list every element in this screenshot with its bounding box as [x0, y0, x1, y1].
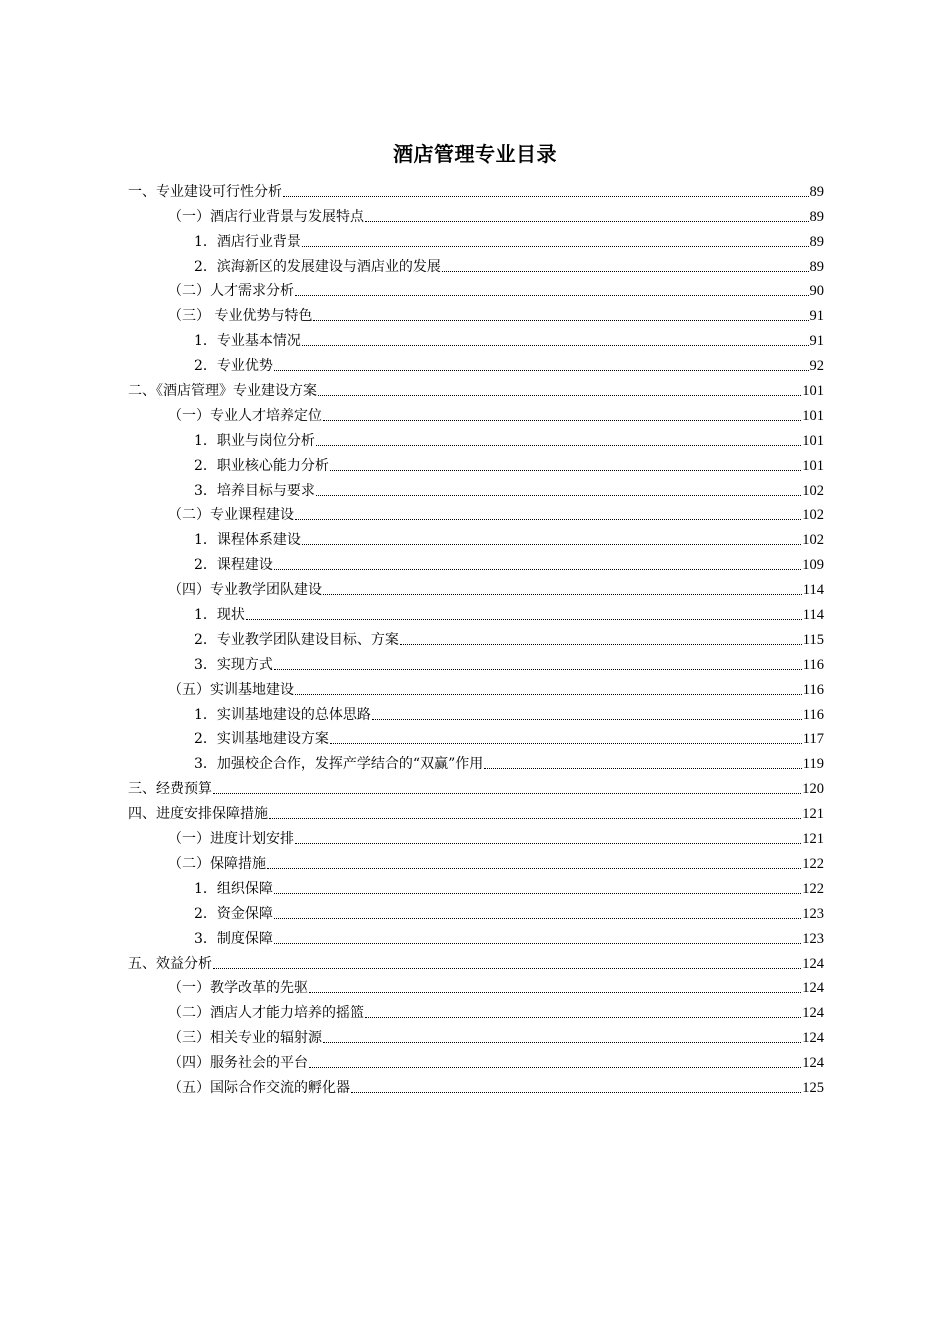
- toc-entry-page-number: 101: [802, 383, 824, 400]
- toc-dot-leader: [309, 1067, 801, 1068]
- toc-entry-title: （二）保障措施: [168, 855, 266, 872]
- toc-dot-leader: [274, 943, 801, 944]
- toc-entry-page-number: 101: [802, 407, 824, 424]
- toc-dot-leader: [295, 843, 801, 844]
- toc-entry-page-number: 102: [802, 482, 824, 499]
- toc-dot-leader: [302, 246, 809, 247]
- toc-dot-leader: [295, 519, 801, 520]
- toc-entry[interactable]: [128, 524, 824, 549]
- toc-entry[interactable]: [128, 201, 824, 226]
- toc-entry-title: 1．现状: [194, 607, 245, 624]
- toc-entry-title: 1．职业与岗位分析: [194, 432, 315, 449]
- toc-entry-title: （五）国际合作交流的孵化器: [168, 1079, 350, 1096]
- toc-entry-title: 二、《酒店管理》专业建设方案: [128, 383, 317, 400]
- toc-entry[interactable]: [128, 251, 824, 276]
- toc-entry-title: （一）教学改革的先驱: [168, 980, 308, 997]
- toc-entry-title: （一）进度计划安排: [168, 831, 294, 848]
- toc-entry-page-number: 89: [809, 208, 824, 225]
- toc-dot-leader: [267, 868, 801, 869]
- toc-entry-page-number: 102: [802, 532, 824, 549]
- toc-entry-page-number: 123: [802, 905, 824, 922]
- toc-entry-page-number: 119: [802, 756, 824, 773]
- toc-entry-title: 2．专业教学团队建设目标、方案: [194, 631, 399, 648]
- toc-entry-page-number: 116: [802, 706, 824, 723]
- toc-entry[interactable]: [128, 624, 824, 649]
- toc-entry-page-number: 120: [802, 781, 824, 798]
- toc-entry[interactable]: [128, 325, 824, 350]
- toc-entry-page-number: 89: [809, 183, 824, 200]
- toc-entry[interactable]: [128, 1047, 824, 1072]
- toc-entry[interactable]: [128, 574, 824, 599]
- toc-entry[interactable]: [128, 873, 824, 898]
- toc-dot-leader: [323, 1042, 801, 1043]
- toc-entry-page-number: 124: [802, 955, 824, 972]
- toc-entry[interactable]: [128, 1022, 824, 1047]
- toc-dot-leader: [330, 743, 802, 744]
- toc-entry-title: 2．职业核心能力分析: [194, 457, 329, 474]
- toc-entry[interactable]: [128, 948, 824, 973]
- toc-dot-leader: [295, 694, 802, 695]
- toc-entry-title: 2．滨海新区的发展建设与酒店业的发展: [194, 258, 441, 275]
- toc-dot-leader: [365, 1017, 801, 1018]
- toc-dot-leader: [246, 619, 802, 620]
- toc-dot-leader: [213, 968, 801, 969]
- toc-dot-leader: [484, 768, 802, 769]
- toc-entry[interactable]: [128, 773, 824, 798]
- table-of-contents: [128, 176, 824, 1097]
- toc-entry[interactable]: [128, 450, 824, 475]
- toc-dot-leader: [274, 918, 801, 919]
- toc-dot-leader: [442, 271, 809, 272]
- toc-entry-title: （一）专业人才培养定位: [168, 407, 322, 424]
- toc-entry-title: 2．专业优势: [194, 358, 273, 375]
- toc-entry-page-number: 101: [802, 432, 824, 449]
- toc-dot-leader: [274, 569, 801, 570]
- toc-entry-title: （二）人才需求分析: [168, 283, 294, 300]
- toc-entry[interactable]: [128, 798, 824, 823]
- toc-entry-title: 3．培养目标与要求: [194, 482, 315, 499]
- toc-entry[interactable]: [128, 276, 824, 301]
- toc-entry-page-number: 90: [809, 283, 824, 300]
- toc-entry-title: 1．组织保障: [194, 880, 273, 897]
- toc-entry[interactable]: [128, 898, 824, 923]
- toc-entry-page-number: 125: [802, 1079, 824, 1096]
- toc-entry-page-number: 122: [802, 855, 824, 872]
- toc-entry-page-number: 117: [802, 731, 824, 748]
- toc-entry-title: 1．课程体系建设: [194, 532, 301, 549]
- page-title: 酒店管理专业目录: [393, 142, 557, 166]
- toc-entry-page-number: 124: [802, 1030, 824, 1047]
- toc-dot-leader: [302, 345, 809, 346]
- toc-entry-title: 五、效益分析: [128, 955, 212, 972]
- toc-entry-page-number: 89: [809, 233, 824, 250]
- toc-dot-leader: [274, 370, 809, 371]
- toc-entry-title: 2．资金保障: [194, 905, 273, 922]
- toc-entry-page-number: 121: [802, 831, 824, 848]
- toc-entry-page-number: 124: [802, 980, 824, 997]
- toc-entry-title: 三、经费预算: [128, 781, 212, 798]
- toc-entry[interactable]: [128, 599, 824, 624]
- toc-entry-title: （四）服务社会的平台: [168, 1055, 308, 1072]
- toc-dot-leader: [365, 221, 809, 222]
- toc-entry-title: 3．加强校企合作，发挥产学结合的“双赢”作用: [194, 756, 484, 773]
- toc-entry-title: （五）实训基地建设: [168, 681, 294, 698]
- toc-entry-title: （三）相关专业的辐射源: [168, 1030, 322, 1047]
- toc-entry-title: （三） 专业优势与特色: [168, 308, 313, 325]
- toc-entry-page-number: 116: [802, 656, 824, 673]
- toc-entry-page-number: 91: [809, 333, 824, 350]
- toc-entry-page-number: 116: [802, 681, 824, 698]
- toc-entry-page-number: 124: [802, 1055, 824, 1072]
- toc-dot-leader: [274, 893, 801, 894]
- toc-entry[interactable]: [128, 475, 824, 500]
- toc-entry[interactable]: [128, 425, 824, 450]
- toc-dot-leader: [295, 295, 809, 296]
- toc-dot-leader: [316, 445, 801, 446]
- toc-entry[interactable]: [128, 674, 824, 699]
- toc-entry[interactable]: [128, 823, 824, 848]
- toc-entry-page-number: 102: [802, 507, 824, 524]
- toc-entry-page-number: 121: [802, 806, 824, 823]
- toc-dot-leader: [318, 395, 801, 396]
- toc-dot-leader: [351, 1092, 801, 1093]
- toc-entry-title: 2．课程建设: [194, 557, 273, 574]
- toc-entry[interactable]: [128, 699, 824, 724]
- toc-entry-title: 2．实训基地建设方案: [194, 731, 329, 748]
- toc-entry[interactable]: [128, 549, 824, 574]
- toc-entry-page-number: 114: [802, 582, 824, 599]
- toc-entry-title: 1．专业基本情况: [194, 333, 301, 350]
- toc-entry[interactable]: [128, 400, 824, 425]
- toc-entry[interactable]: [128, 500, 824, 525]
- toc-entry-page-number: 109: [802, 557, 824, 574]
- toc-entry[interactable]: [128, 350, 824, 375]
- toc-dot-leader: [274, 669, 802, 670]
- toc-dot-leader: [283, 196, 809, 197]
- toc-entry[interactable]: [128, 1072, 824, 1097]
- toc-dot-leader: [316, 495, 801, 496]
- toc-entry[interactable]: [128, 176, 824, 201]
- toc-dot-leader: [323, 420, 801, 421]
- toc-entry-title: （四）专业教学团队建设: [168, 582, 322, 599]
- toc-dot-leader: [269, 818, 801, 819]
- toc-dot-leader: [313, 320, 808, 321]
- toc-entry[interactable]: [128, 848, 824, 873]
- toc-dot-leader: [330, 470, 801, 471]
- toc-dot-leader: [213, 793, 801, 794]
- toc-dot-leader: [309, 992, 801, 993]
- toc-entry-title: 1．酒店行业背景: [194, 233, 301, 250]
- toc-entry-title: （一）酒店行业背景与发展特点: [168, 208, 364, 225]
- toc-entry[interactable]: [128, 724, 824, 749]
- toc-entry-page-number: 91: [809, 308, 824, 325]
- toc-entry-title: 四、进度安排保障措施: [128, 806, 268, 823]
- toc-entry-page-number: 124: [802, 1005, 824, 1022]
- toc-entry-title: 一、专业建设可行性分析: [128, 183, 282, 200]
- toc-entry-title: 1．实训基地建设的总体思路: [194, 706, 371, 723]
- toc-entry-title: （二）专业课程建设: [168, 507, 294, 524]
- toc-entry-page-number: 122: [802, 880, 824, 897]
- toc-entry[interactable]: [128, 748, 824, 773]
- toc-entry[interactable]: [128, 375, 824, 400]
- toc-entry-page-number: 115: [802, 631, 824, 648]
- toc-entry[interactable]: [128, 997, 824, 1022]
- toc-entry-title: 3．制度保障: [194, 930, 273, 947]
- toc-dot-leader: [323, 594, 802, 595]
- toc-entry[interactable]: [128, 226, 824, 251]
- toc-entry-title: （二）酒店人才能力培养的摇篮: [168, 1005, 364, 1022]
- toc-dot-leader: [302, 544, 801, 545]
- toc-entry-title: 3．实现方式: [194, 656, 273, 673]
- toc-entry-page-number: 92: [809, 358, 824, 375]
- toc-entry-page-number: 123: [802, 930, 824, 947]
- toc-dot-leader: [400, 644, 802, 645]
- toc-entry[interactable]: [128, 300, 824, 325]
- toc-entry[interactable]: [128, 923, 824, 948]
- toc-entry[interactable]: [128, 973, 824, 998]
- toc-entry-page-number: 89: [809, 258, 824, 275]
- toc-entry-page-number: 114: [802, 607, 824, 624]
- toc-entry-page-number: 101: [802, 457, 824, 474]
- toc-entry[interactable]: [128, 649, 824, 674]
- toc-dot-leader: [372, 719, 802, 720]
